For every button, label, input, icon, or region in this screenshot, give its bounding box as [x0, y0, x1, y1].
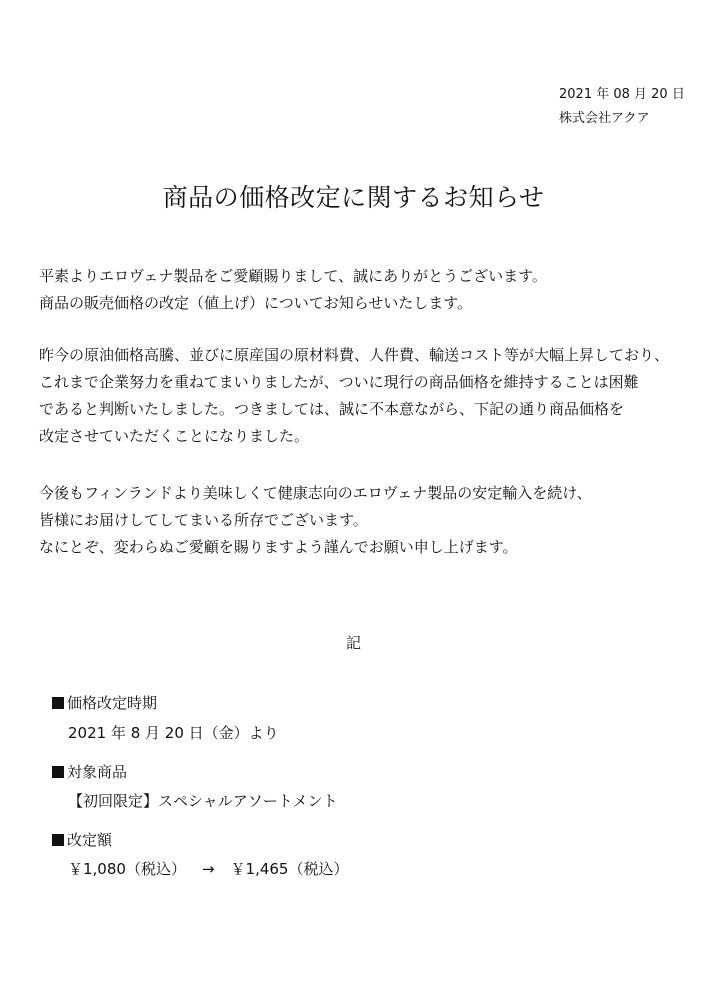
old-price: ￥1,080（税込） — [68, 860, 186, 878]
paragraph-line: 皆様にお届けしてしてまいる所存でございます。 — [39, 511, 368, 529]
amount-heading-label: 改定額 — [67, 831, 113, 849]
issue-date: 2021 年 08 月 20 日 — [559, 87, 685, 102]
product-heading — [52, 761, 127, 782]
reason-paragraph — [39, 342, 689, 450]
paragraph-line: 昨今の原油価格高騰、並びに原産国の原材料費、人件費、輸送コスト等が大幅上昇しており、 — [39, 346, 670, 364]
paragraph-line: なにとぞ、変わらぬご愛顧を賜りますよう謹んでお願い申し上げます。 — [39, 538, 518, 556]
ki-heading: 記 — [345, 634, 361, 652]
arrow-right-icon: → — [201, 860, 215, 878]
paragraph-line: 平素よりエロヴェナ製品をご愛顧賜りまして、誠にありがとうございます。 — [39, 267, 547, 285]
paragraph-line: これまで企業努力を重ねてまいりましたが、ついに現行の商品価格を維持することは困難 — [39, 373, 639, 391]
amount-heading — [52, 829, 112, 850]
company-name: 株式会社アクア — [559, 111, 650, 126]
period-heading — [52, 692, 157, 713]
paragraph-line: であると判断いたしました。つきましては、誠に不本意ながら、下記の通り商品価格を — [39, 400, 625, 418]
square-bullet-icon — [52, 697, 64, 709]
paragraph-line: 改定させていただくことになりました。 — [39, 427, 310, 445]
square-bullet-icon — [52, 766, 64, 778]
document-title: 商品の価格改定に関するお知らせ — [162, 183, 545, 212]
paragraph-line: 今後もフィンランドより美味しくて健康志向のエロヴェナ製品の安定輸入を続け、 — [39, 484, 592, 502]
period-heading-label: 価格改定時期 — [67, 694, 158, 712]
product-value: 【初回限定】スペシャルアソートメント — [68, 792, 338, 810]
document-meta — [559, 83, 685, 131]
square-bullet-icon — [52, 834, 64, 846]
greeting-paragraph — [39, 263, 689, 317]
paragraph-line: 商品の販売価格の改定（値上げ）についてお知らせいたします。 — [39, 294, 473, 312]
product-heading-label: 対象商品 — [67, 763, 128, 781]
amount-value — [68, 858, 348, 879]
closing-paragraph — [39, 480, 689, 561]
period-value: 2021 年 8 月 20 日（金）より — [68, 724, 279, 742]
new-price: ￥1,465（税込） — [230, 860, 349, 878]
